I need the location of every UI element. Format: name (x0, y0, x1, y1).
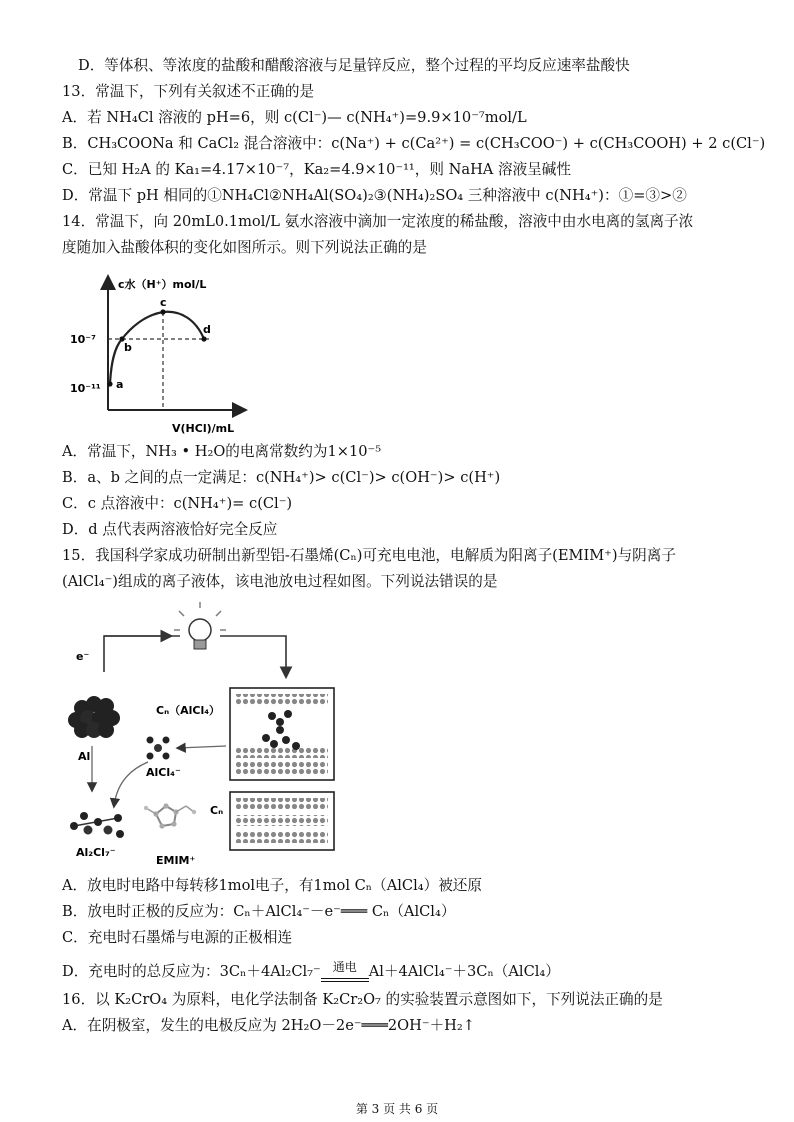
tick-1e-7: 10⁻⁷ (70, 333, 96, 346)
al2cl7-molecule (70, 812, 124, 838)
q14-option-b: B．a、b 之间的点一定满足：c(NH₄⁺)> c(Cl⁻)> c(OH⁻)> c(H⁺) (62, 469, 501, 486)
q12-option-d: D．等体积、等浓度的盐酸和醋酸溶液与足量锌反应，整个过程的平均反应速率盐酸快 (78, 57, 630, 74)
condition-label: 通电 (332, 960, 357, 974)
q15-stem-line1: 15．我国科学家成功研制出新型铝-石墨烯(Cₙ)可充电电池，电解质为阳离子(EMIM⁺)与阴离子 (62, 547, 676, 564)
alcl4-molecule (147, 737, 170, 760)
q14-stem-line1: 14．常温下，向 20mL0.1mol/L 氨水溶液中滴加一定浓度的稀盐酸，溶液中由水电离的氢离子浓 (62, 213, 694, 230)
q15-option-d-right: Al＋4AlCl₄⁻＋3Cₙ（AlCl₄） (368, 963, 560, 980)
q15-stem-line2: (AlCl₄⁻)组成的离子液体，该电池放电过程如图。下列说法错误的是 (62, 573, 498, 590)
point-a (107, 381, 112, 386)
alcl4-to-al2cl7-arrow (114, 762, 148, 806)
q14-option-c: C．c 点溶液中：c(NH₄⁺)= c(Cl⁻) (62, 495, 293, 512)
alcl4-release-arrow (178, 746, 226, 748)
q13-option-a: A．若 NH₄Cl 溶液的 pH=6，则 c(Cl⁻)— c(NH₄⁺)=9.9×10⁻⁷mol/L (62, 109, 527, 126)
q15-option-a: A．放电时电路中每转移1mol电子，有1mol Cₙ（AlCl₄）被还原 (62, 877, 482, 894)
wire-left (104, 636, 180, 672)
wire-right (220, 636, 286, 676)
q14-option-d: D．d 点代表两溶液恰好完全反应 (62, 521, 278, 538)
q16-option-a: A．在阴极室，发生的电极反应为 2H₂O－2e⁻═══2OH⁻＋H₂↑ (62, 1017, 475, 1034)
electron-label: e⁻ (76, 650, 90, 663)
x-axis-label: V(HCl)/mL (172, 422, 235, 435)
q15-option-d (62, 962, 560, 982)
label-d: d (203, 323, 211, 336)
al-electrode (68, 696, 120, 738)
al2cl7-label: Al₂Cl₇⁻ (76, 846, 116, 859)
y-axis-label: c水（H⁺）mol/L (118, 278, 207, 291)
q13-option-c: C．已知 H₂A 的 Ka₁=4.17×10⁻⁷，Ka₂=4.9×10⁻¹¹，则 NaHA 溶液呈碱性 (62, 161, 571, 178)
battery-diagram (60, 600, 360, 872)
emim-molecule (144, 803, 196, 828)
q14-option-a: A．常温下，NH₃ • H₂O的电离常数约为1×10⁻⁵ (62, 443, 382, 460)
alcl4-label: AlCl₄⁻ (146, 766, 181, 779)
page-footer: 第 3 页 共 6 页 (355, 1102, 439, 1116)
al-label: Al (78, 750, 91, 763)
titration-graph (66, 268, 252, 438)
point-c (160, 309, 165, 314)
label-b: b (124, 341, 132, 354)
label-a: a (116, 378, 124, 391)
q16-stem: 16．以 K₂CrO₄ 为原料，电化学法制备 K₂Cr₂O₇ 的实验装置示意图如下，下列说法正确的是 (62, 991, 663, 1008)
bulb-icon (174, 602, 226, 649)
emim-label: EMIM⁺ (156, 854, 196, 867)
cn-alcl4-label: Cₙ（AlCl₄） (156, 704, 221, 717)
q15-option-c: C．充电时石墨烯与电源的正极相连 (62, 929, 293, 946)
cn-electrode (230, 792, 334, 850)
q13-option-d: D．常温下 pH 相同的①NH₄Cl②NH₄Al(SO₄)₂③(NH₄)₂SO₄ 三种溶液中 c(NH₄⁺)：①=③>② (62, 187, 687, 204)
condition-arrow (321, 960, 369, 982)
q14-stem-line2: 度随加入盐酸体积的变化如图所示。则下列说法正确的是 (62, 239, 427, 256)
tick-1e-11: 10⁻¹¹ (70, 382, 101, 395)
label-c: c (160, 296, 167, 309)
q13-option-b: B．CH₃COONa 和 CaCl₂ 混合溶液中：c(Na⁺) + c(Ca²⁺) = c(CH₃COO⁻) + c(CH₃COOH) + 2 c(Cl⁻) (62, 135, 766, 152)
q13-stem: 13．常温下，下列有关叙述不正确的是 (62, 83, 315, 100)
point-d (201, 336, 206, 341)
q15-option-b: B．放电时正极的反应为：Cₙ＋AlCl₄⁻－e⁻═══ Cₙ（AlCl₄） (62, 903, 456, 920)
cn-alcl4-electrode (230, 688, 334, 780)
q15-option-d-left: D．充电时的总反应为：3Cₙ＋4Al₂Cl₇⁻ (62, 963, 321, 980)
cn-label: Cₙ (210, 804, 224, 817)
